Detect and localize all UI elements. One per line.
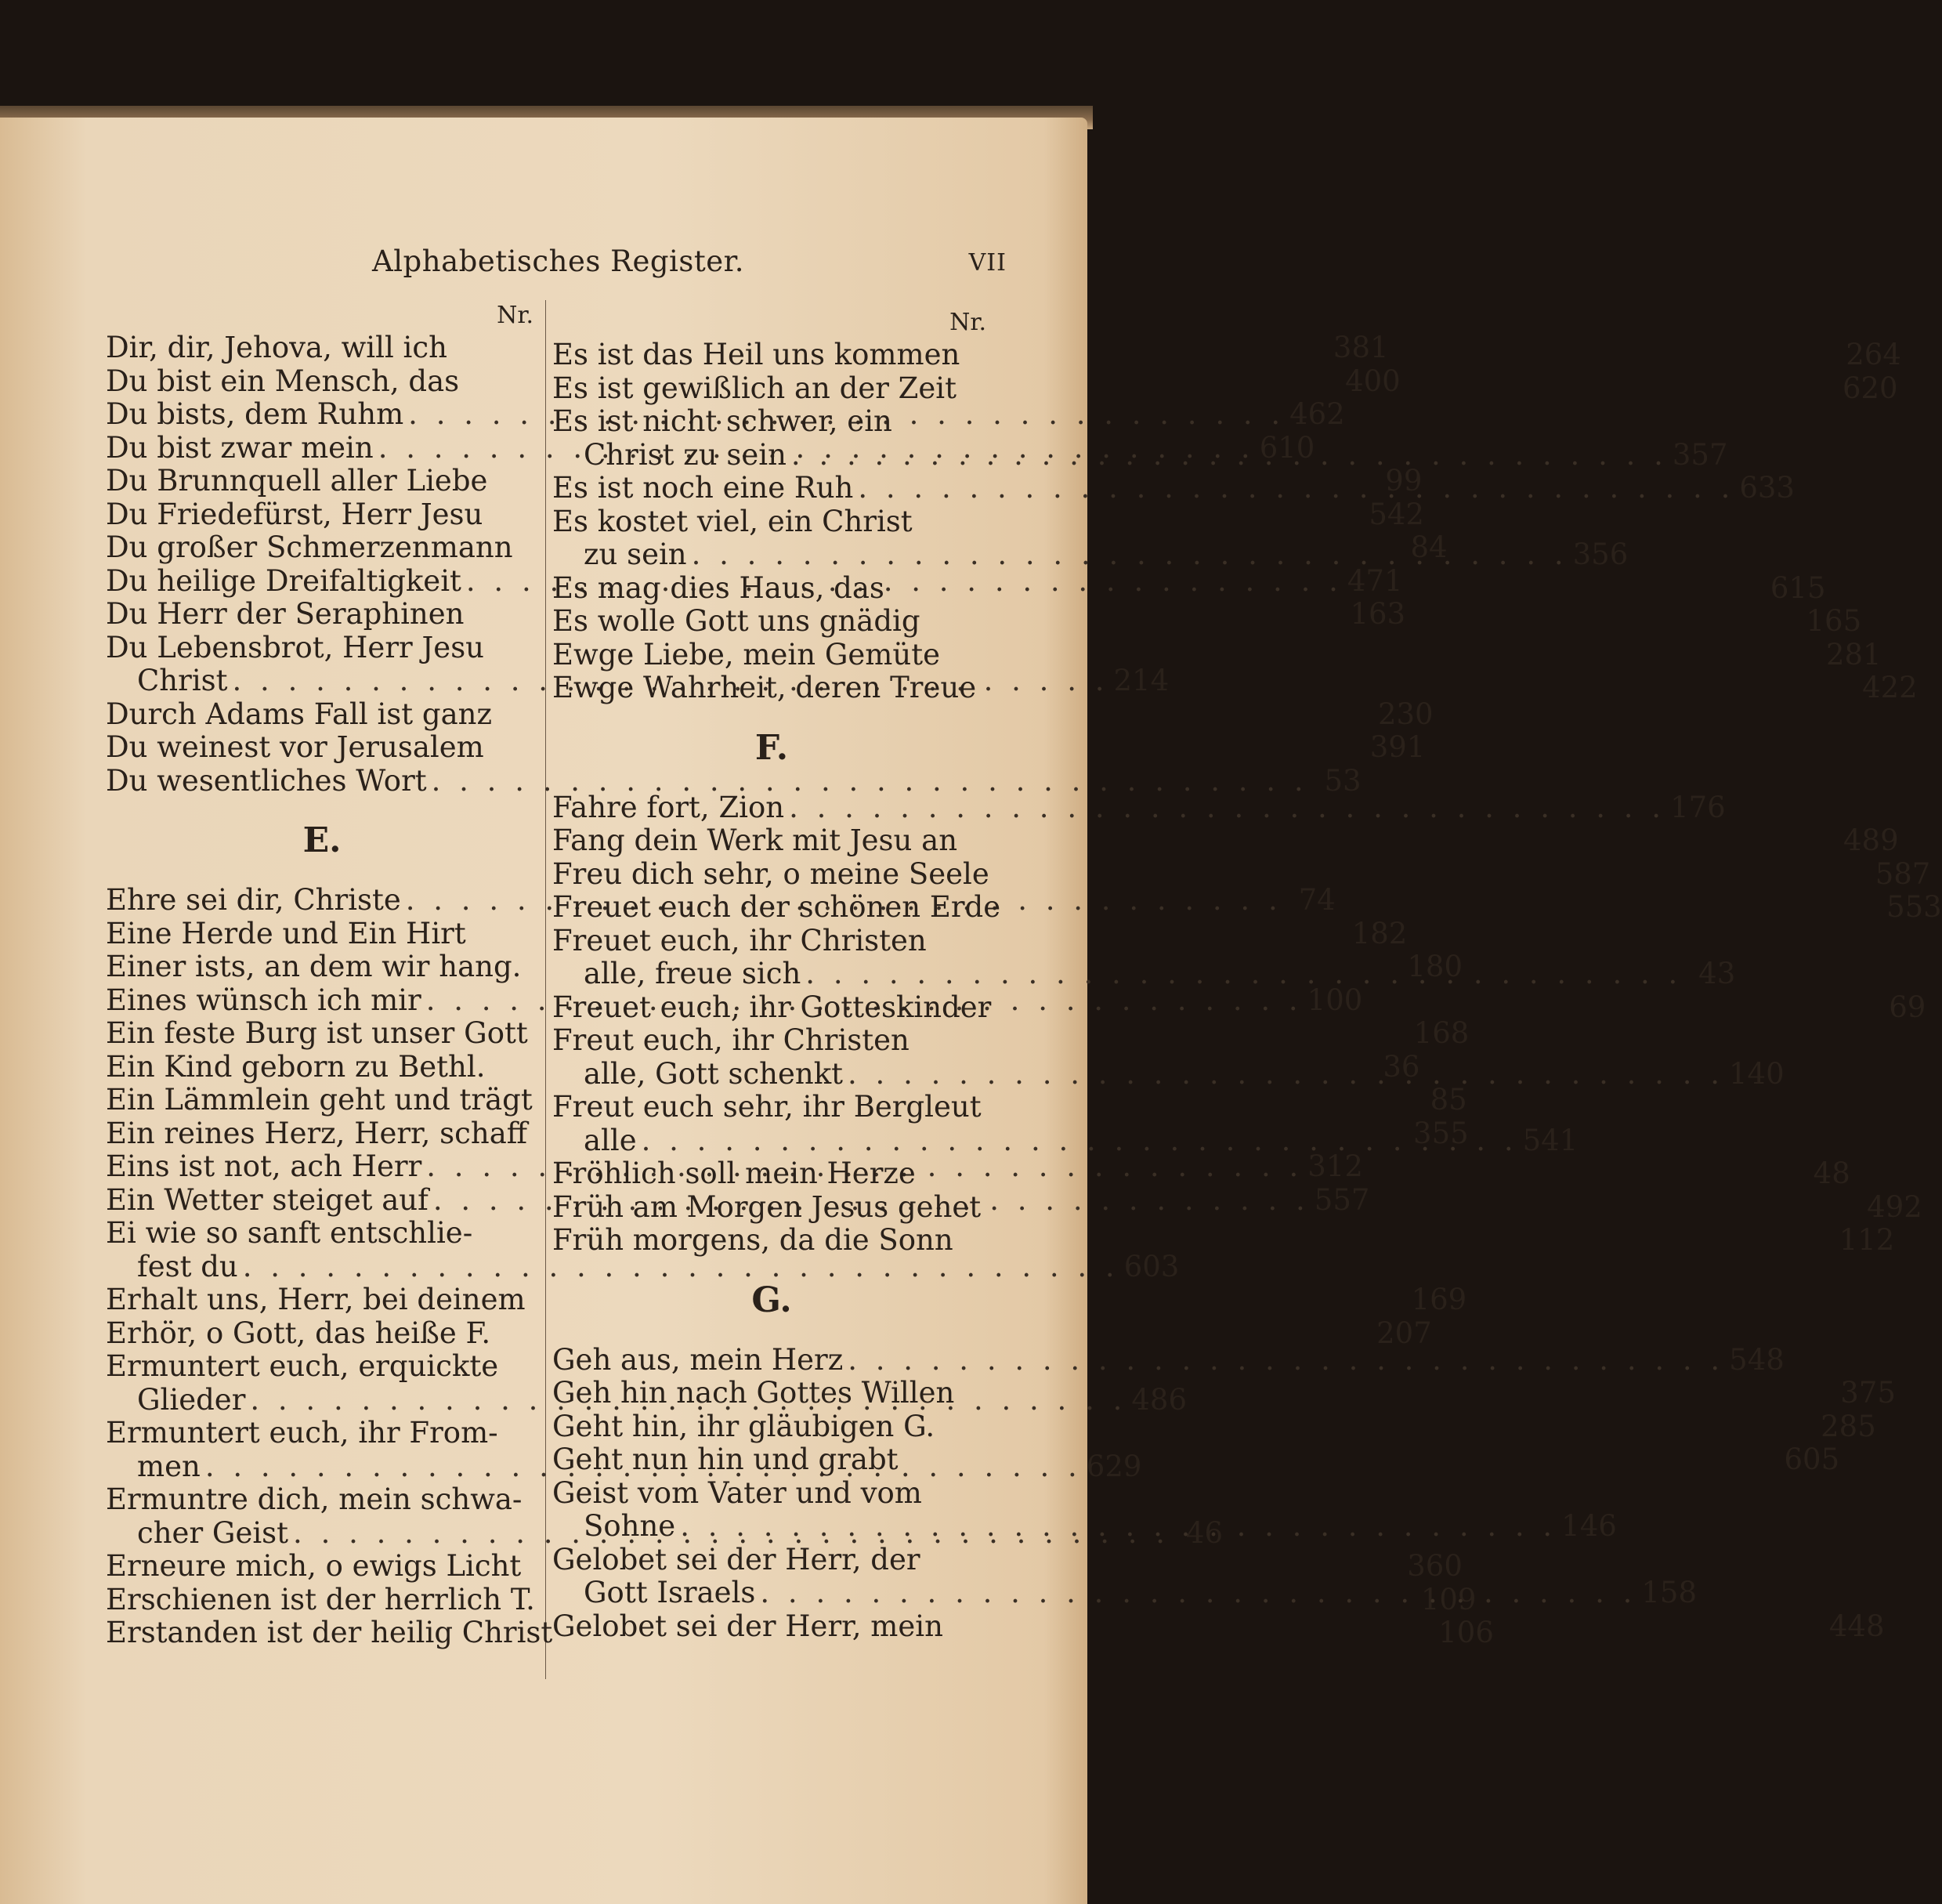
entry-title: Erneure mich, o ewigs Licht [106, 1549, 522, 1583]
entry-title: Es ist noch eine Ruh [552, 471, 854, 505]
index-entry-continuation [106, 1249, 1180, 1284]
entry-title: Geht hin, ihr gläubigen G. [552, 1409, 935, 1443]
index-entry [552, 1091, 991, 1124]
hymn-number: 85 [1430, 1083, 1467, 1117]
index-entry [106, 697, 1434, 732]
index-entry-continuation [552, 1509, 1617, 1544]
hymn-number: 615 [1770, 570, 1826, 605]
entry-title: Einer ists, an dem wir hang. [106, 950, 522, 983]
section-letter: F. [754, 727, 789, 768]
entry-title: Erhör, o Gott, das heiße F. [106, 1316, 491, 1350]
entry-title: Fröhlich soll mein Herze [552, 1157, 916, 1190]
dot-leader [858, 472, 1734, 505]
hymn-number: 375 [1840, 1376, 1896, 1410]
hymn-number: 285 [1821, 1409, 1876, 1443]
hymn-number: 207 [1376, 1316, 1432, 1350]
hymn-number: 43 [1698, 957, 1736, 990]
hymn-number: 312 [1307, 1149, 1363, 1183]
hymn-number: 610 [1259, 430, 1315, 465]
entry-title: Sohne [584, 1509, 676, 1543]
entry-title: Eine Herde und Ein Hirt [106, 916, 466, 950]
hymn-number: 53 [1324, 763, 1362, 798]
hymn-number: 620 [1842, 371, 1898, 405]
entry-title: Durch Adams Fall ist ganz [106, 697, 492, 731]
entry-title: Früh am Morgen Jesus gehet [552, 1189, 982, 1224]
hymn-number: 46 [1185, 1515, 1224, 1550]
entry-title: Gelobet sei der Herr, mein [552, 1609, 943, 1643]
index-entry [106, 1283, 1467, 1317]
hymn-number: 214 [1113, 664, 1170, 697]
hymn-number: 140 [1729, 1056, 1785, 1091]
entry-title: Ermuntert euch, ihr From- [106, 1416, 498, 1450]
index-entry [552, 823, 1899, 858]
entry-title: Ewge Liebe, mein Gemüte [552, 637, 940, 671]
hymn-number: 360 [1407, 1549, 1463, 1583]
hymn-number: 182 [1351, 916, 1408, 950]
hymn-number: 74 [1298, 883, 1336, 917]
page-header [372, 244, 1007, 276]
index-entry [552, 1024, 991, 1058]
hymn-number: 448 [1828, 1609, 1885, 1643]
hymn-number: 48 [1813, 1157, 1850, 1190]
entry-title: Du bist zwar mein [106, 430, 374, 465]
entry-title: Dir, dir, Jehova, will ich [106, 331, 447, 364]
hymn-number: 356 [1572, 538, 1629, 571]
index-entry [552, 856, 1931, 892]
entry-title: Du Brunnquell aller Liebe [106, 464, 488, 498]
hymn-number: 169 [1411, 1283, 1467, 1316]
entry-title: Christ zu sein [584, 437, 787, 472]
index-entry [552, 790, 1726, 825]
entry-title: Fang dein Werk mit Jesu an [552, 823, 958, 857]
entry-title: men [137, 1449, 201, 1483]
index-entry [106, 763, 1362, 798]
entry-title: Es ist nicht schwer, ein [552, 404, 892, 438]
entry-title: Es ist gewißlich an der Zeit [552, 371, 957, 405]
index-entry [552, 1477, 991, 1511]
hymn-number: 400 [1345, 364, 1401, 398]
entry-title: Ermuntre dich, mein schwa- [106, 1482, 523, 1516]
hymn-number: 381 [1333, 331, 1389, 364]
section-letter: E. [302, 820, 342, 860]
entry-title: Gelobet sei der Herr, der [552, 1542, 920, 1576]
dot-leader [791, 439, 1668, 472]
entry-title: alle, Gott schenkt [584, 1056, 844, 1091]
entry-title: Du bists, dem Ruhm [106, 397, 404, 431]
entry-title: Ein Lämmlein geht und trägt [106, 1083, 533, 1117]
hymn-number: 264 [1846, 338, 1901, 371]
column-nr-label: Nr. [497, 302, 533, 329]
entry-title: Ein feste Burg ist unser Gott [106, 1016, 528, 1050]
entry-title: Geist vom Vater und vom [552, 1475, 922, 1510]
hymn-number: 99 [1385, 464, 1423, 498]
entry-title: Es ist das Heil uns kommen [552, 338, 960, 371]
hymn-number: 146 [1561, 1509, 1617, 1543]
entry-title: Geh hin nach Gottes Willen [552, 1376, 955, 1410]
hymn-number: 180 [1407, 950, 1463, 983]
hymn-number: 357 [1672, 437, 1728, 472]
index-entry [106, 632, 538, 665]
dot-leader [642, 1124, 1518, 1158]
entry-title: Erhalt uns, Herr, bei deinem [106, 1283, 526, 1316]
page-number: VII [968, 249, 1007, 277]
column-nr-label: Nr. [949, 309, 986, 336]
dot-leader [680, 1510, 1557, 1544]
entry-title: Es mag dies Haus, das [552, 570, 884, 605]
hymn-number: 163 [1350, 597, 1406, 631]
hymn-number: 69 [1889, 990, 1926, 1024]
hymn-number: 391 [1369, 730, 1426, 764]
entry-title: Geh aus, mein Herz [552, 1342, 844, 1377]
hymn-number: 281 [1825, 637, 1882, 671]
index-entry [106, 1316, 1432, 1351]
index-entry [106, 1483, 538, 1517]
entry-title: zu sein [584, 538, 687, 571]
index-entry [106, 730, 1426, 765]
entry-title: Freuet euch, ihr Christen [552, 923, 927, 957]
entry-title: Du Friedefürst, Herr Jesu [106, 497, 483, 531]
entry-title: Ein Wetter steiget auf [106, 1182, 429, 1217]
entry-title: Früh morgens, da die Sonn [552, 1223, 953, 1257]
index-entry [106, 1417, 538, 1450]
entry-title: Freuet euch, ihr Gotteskinder [552, 990, 992, 1024]
entry-title: Erschienen ist der herrlich T. [106, 1582, 535, 1616]
index-entry [552, 505, 991, 539]
hymn-number: 84 [1410, 530, 1448, 564]
hymn-number: 548 [1729, 1342, 1785, 1377]
entry-title: Glieder [137, 1382, 246, 1417]
entry-title: Erstanden ist der heilig Christ [106, 1616, 553, 1649]
page-title: Alphabetisches Register. [372, 244, 745, 278]
entry-title: alle [584, 1123, 637, 1157]
hymn-number: 486 [1131, 1382, 1187, 1417]
hymn-number: 36 [1383, 1049, 1420, 1084]
index-entry [552, 1223, 1895, 1258]
entry-title: Du Lebensbrot, Herr Jesu [106, 630, 485, 664]
entry-title: Christ [137, 664, 228, 697]
entry-title: Ei wie so sanft entschlie- [106, 1216, 473, 1250]
hymn-number: 109 [1420, 1582, 1477, 1616]
hymn-number: 603 [1123, 1249, 1180, 1283]
hymn-number: 629 [1086, 1449, 1142, 1483]
dot-leader [848, 1344, 1724, 1377]
entry-title: Geht nun hin und grabt [552, 1442, 899, 1476]
entry-title: Ewge Wahrheit, deren Treue [552, 671, 977, 704]
entry-title: Du heilige Dreifaltigkeit [106, 563, 461, 598]
hymn-number: 158 [1641, 1576, 1697, 1609]
index-entry [106, 1217, 538, 1251]
index-entry [552, 1342, 1785, 1377]
entry-title: Du bist ein Mensch, das [106, 364, 460, 398]
index-entry [552, 1544, 991, 1577]
entry-title: Fahre fort, Zion [552, 790, 785, 824]
entry-title: Du wesentliches Wort [106, 763, 427, 798]
entry-title: Freut euch sehr, ihr Bergleut [552, 1090, 982, 1124]
entry-title: cher Geist [137, 1515, 289, 1550]
index-entry [552, 1409, 1876, 1444]
hymn-number: 587 [1875, 856, 1931, 891]
index-entry [106, 1350, 538, 1384]
entry-title: Freu dich sehr, o meine Seele [552, 856, 989, 891]
hymn-number: 605 [1784, 1442, 1840, 1476]
entry-title: Du weinest vor Jerusalem [106, 730, 484, 764]
hymn-number: 462 [1289, 397, 1345, 431]
hymn-number: 471 [1347, 563, 1403, 598]
entry-title: Eins ist not, ach Herr [106, 1149, 422, 1183]
hymn-number: 176 [1670, 790, 1726, 824]
entry-title: Freuet euch der schönen Erde [552, 890, 1001, 924]
hymn-number: 355 [1413, 1116, 1469, 1150]
entry-title: Du großer Schmerzenmann [106, 530, 513, 564]
hymn-number: 492 [1867, 1189, 1922, 1224]
entry-title: Ein Kind geborn zu Bethl. [106, 1049, 486, 1084]
hymn-number: 541 [1522, 1123, 1579, 1157]
hymn-number: 168 [1413, 1016, 1470, 1050]
hymn-number: 106 [1438, 1616, 1494, 1649]
hymn-number: 542 [1369, 497, 1424, 531]
dot-leader [760, 1576, 1636, 1610]
entry-title: Es wolle Gott uns gnädig [552, 604, 920, 638]
entry-title: Ermuntert euch, erquickte [106, 1349, 499, 1383]
hymn-number: 112 [1839, 1223, 1895, 1257]
hymn-number: 557 [1314, 1182, 1370, 1217]
hymn-number: 422 [1862, 671, 1918, 704]
index-entry [552, 405, 991, 439]
entry-title: Freut euch, ihr Christen [552, 1023, 910, 1057]
entry-title: Es kostet viel, ein Christ [552, 504, 913, 538]
dot-leader [848, 1058, 1724, 1091]
hymn-number: 165 [1806, 604, 1862, 638]
hymn-number: 489 [1843, 823, 1899, 857]
entry-title: Ein reines Herz, Herr, schaff [106, 1116, 528, 1150]
entry-title: alle, freue sich [584, 957, 801, 990]
hymn-number: 553 [1886, 890, 1942, 924]
entry-title: Gott Israels [584, 1576, 756, 1609]
entry-title: Eines wünsch ich mir [106, 983, 421, 1017]
entry-title: Du Herr der Seraphinen [106, 597, 465, 631]
hymn-number: 230 [1377, 697, 1434, 731]
dot-leader [805, 957, 1682, 991]
hymn-number: 100 [1307, 983, 1363, 1017]
dot-leader [789, 791, 1665, 825]
dot-leader [692, 538, 1568, 572]
index-entry [552, 925, 991, 958]
hymn-number: 633 [1739, 471, 1795, 505]
entry-title: Ehre sei dir, Christe [106, 883, 401, 917]
index-entry [552, 637, 1882, 672]
entry-title: fest du [137, 1249, 238, 1283]
section-letter: G. [751, 1280, 792, 1320]
